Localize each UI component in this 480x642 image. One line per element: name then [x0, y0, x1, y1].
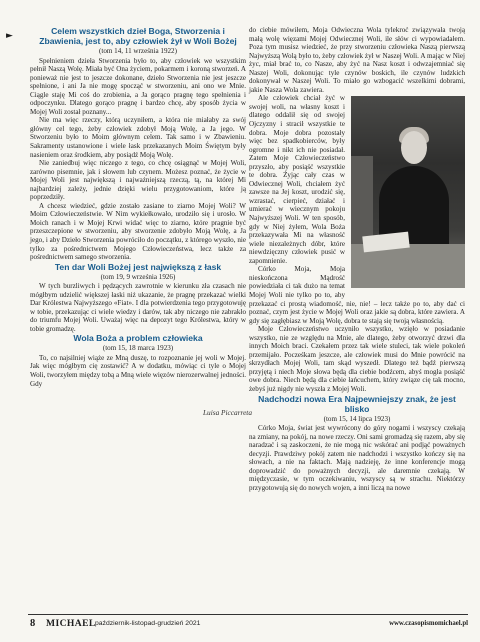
page-number: 8 — [30, 618, 36, 629]
paragraph: Ale człowiek chciał żyć w swojej woli, na własny koszt i dlatego oddalił się od swojej Ojczyzny i stracił wszystkie te dobra. Moje dobra pozostały więc bez spadkobierców, były ogromne i nikt ich nie posiadał. Zatem Moje Człowieczeństwo przyszło, aby posiąść wszystkie te dobra. Żyjąc cały czas w Odwiecznej Woli, chciałem żyć zawsze na Jej koszt, urodzić się, wzrastać, cierpieć, działać i umierać w wiecznym pokoju Najwyższej Woli. W ten sposób, gdy w Niej żyłem, Wola Boża przekazywała Mi na własność wiele niezależnych dóbr, które niewdzięczny człowiek pusić w zapomnienie. — [249, 94, 345, 265]
section-arrow-icon: ► — [6, 31, 13, 41]
section-date: (tom 15, 14 lipca 1923) — [323, 414, 391, 423]
paragraph: To, co najsilniej wiąże ze Mną duszę, to rozpoznanie jej woli w Mojej. Jak więc mógłbym cię zostawić? A w dodatku, mówiąc ci tyle o Mojej Woli, tworzyłem między tobą a Mną wiele więzów nierozerwalnej jedności. Gdy — [30, 353, 246, 388]
page-footer — [0, 614, 480, 636]
paragraph: Nie zaniedbuj więc niczego z tego, co chcę osiągnąć w Mojej Woli, zarówno pisemnie, jak i słowem lub czynem. Możesz poznać, że życie w Mojej Woli jest największą i najważniejszą rzeczą, tą, na której Mi najbardziej zależy, jednie dzięki wielu przygotowaniom, które ją poprzedziły. — [30, 159, 246, 202]
magazine-name: MICHAEL — [46, 618, 96, 629]
paragraph: W tych burzliwych i pędzących zawrotnie w kierunku zła czasach nie mógłbym udzielić większej łaski niż ukazanie, że pragnę przekazać wielki Dar Królestwa Najwyższego «Fiat». I dla potwierdzenia tego przygotowuję w tobie, przekazując ci wiele wiedzy i darów, tak aby niczego nie zabrakło do triumfu Mojej Woli. Uważaj więc na depozyt tego Królestwa, który w tobie gromadzę. — [30, 282, 246, 333]
article-heading: Celem wszystkich dzieł Boga, Stworzenia i Zbawienia, jest to, aby człowiek żył w Woli Bożej — [39, 26, 237, 46]
article-date: (tom 14, 11 września 1922) — [99, 47, 177, 55]
issue-date: październik-listopad-grudzień 2021 — [95, 620, 201, 627]
footer-rule — [28, 614, 468, 615]
paragraph: Córko Moja, Moja nieskończona Mądrość powiedziała ci tak dużo na temat Mojej Woli nie tylko po to, aby przekazać ci prostą wiadomość, nie, nie! – lecz także po to, aby dać ci poznać, czym jest życie w Mojej Woli oraz jakie są dobra, które zawiera. A gdy się zagłębiasz w Moją Wolę, dobra te stają się twoją własnością. — [249, 265, 465, 325]
figure-head — [401, 131, 427, 164]
paragraph: do ciebie mówiłem, Moja Odwieczna Wola tylekroć związywała twoją małą wolę więzami Mojej Odwiecznej Woli, ile słów ci wypowiadałem. Poza tym musisz wiedzieć, że przy stworzeniu człowieka Naszą pierwszą Najwyższą Wolą było to, żeby człowiek żył w Naszej Woli. A mając w Niej życ, miał brać to, co Nasze, aby żyć na Nasz koszt i odwzajemniać się Naszej Woli, dokonując tyle czynów boskich, ile czynów ludzkich dokonywał w Naszej Woli. To miało go wzbogacić wszelkimi dobrami, jakie Nasza Wola zawiera. — [249, 26, 465, 94]
right-column — [249, 26, 465, 492]
paragraph: A chcesz wiedzieć, gdzie zostało zasiane to ziarno Mojej Woli? W Moim Człowieczeństwie. W Nim wykiełkowało, urodziło się i urosło. W Moich ranach i w Mojej Krwi widać więc to ziarno, które pragnie być przeszczepione w stworzeniu, aby stworzenie zdobyło Moją Wolę, a Ja jego, i aby Dzieło Stworzenia powróciło do początku, z którego wyszło, nie tylko za pośrednictwem Mojego Człowieczeństwa, lecz także za pośrednictwem samego stworzenia. — [30, 201, 246, 262]
section-heading: Ten dar Woli Bożej jest największą z łask — [54, 261, 222, 272]
photo-caption: Luisa Piccarreta — [203, 408, 252, 417]
section-date: (tom 15, 18 marca 1923) — [102, 344, 174, 353]
paragraph: Spełnieniem dzieła Stworzenia było to, aby człowiek we wszystkim pełnił Naszą Wolę. Miała być Ona życiem, pokarmem i koroną stworzeń. A ponieważ nie jest to jeszcze dokonane, dzieło Stworzenia nie jest jeszcze spełnione, i ani Ja nie mogę spocząć w stworzeniu, ani ono we Mnie. Ciągle staję Mi coś do zrobienia, a Ja gorąco pragnę tego spełnienia i odpoczynku. Dlatego gorąco pragnę i bardzo chcę, aby sposób życia w Mojej Woli został poznany... — [30, 56, 246, 116]
section-heading: Wola Boża a problem człowieka — [73, 333, 203, 344]
luisa-piccarreta-photo — [351, 96, 465, 288]
section-date: (tom 19, 9 września 1926) — [100, 272, 176, 281]
paragraph: Nie ma więc rzeczy, którą uczyniłem, a która nie miałaby za swój główny cel tego, żeby człowiek zdobył Moją Wolę, a Ja jego. W Stworzeniu było to Moim głównym celem. Tak samo i w Zbawieniu. Sakramenty ustanowione i wiele łask przekazanych Moim Świętym były nasieniem oraz środkiem, aby posiądź Moją Wolę. — [30, 116, 246, 159]
left-column — [30, 26, 246, 388]
chair-shape — [351, 156, 373, 246]
paragraph: Moje Człowieczeństwo uczyniło wszystko, wzięło w posiadanie wszystko, nie ze względu na Mnie, ale dlatego, żeby otworzyć drzwi dla innych Moich braci. Czekałem przez tak wiele stuleci, tak wiele pokoleń przemijało. Pocześkam jeszcze, ale człowiek musi do Mnie powrócić na skrzydłach Mojej Woli, tam skąd wyszedł. Dlatego też bądź pierwszą przyjętą i niech Moje słowa będą dla ciebie bodźcem, abyś mogła posiąść owe dobra. Niech będą dla ciebie łańcuchem, który związe cię tak mocno, żebyś już nigdy nie wyszła z Mojej Woli. — [249, 325, 465, 393]
section-heading: Nadchodzi nowa Era Najpewniejszy znak, że jest blisko — [258, 393, 456, 414]
paragraph: Córko Moja, świat jest wywrócony do góry nogami i wszyscy czekają na zmiany, na pokój, na nowe rzeczy. Oni sami gromadzą się razem, aby się naradzać i są zaskoczeni, że nie mogą nic wskórać ani podjąć poważnych decyzji. Prawdziwy pokój zatem nie nadchodzi i wszystko kończy się na słowach, a nie na faktach. Mają nadzieję, że inne konferencje mogą doprowadzić do poważnych decyzji, ale daremnie czekają. W międzyczasie, w tym oczekiwaniu, wszyscy są w strachu. Niektórzy przygotowują się do nowych wojen, a inni liczą na nowe — [249, 424, 465, 492]
website-url: www.czasopismomichael.pl — [389, 620, 468, 627]
